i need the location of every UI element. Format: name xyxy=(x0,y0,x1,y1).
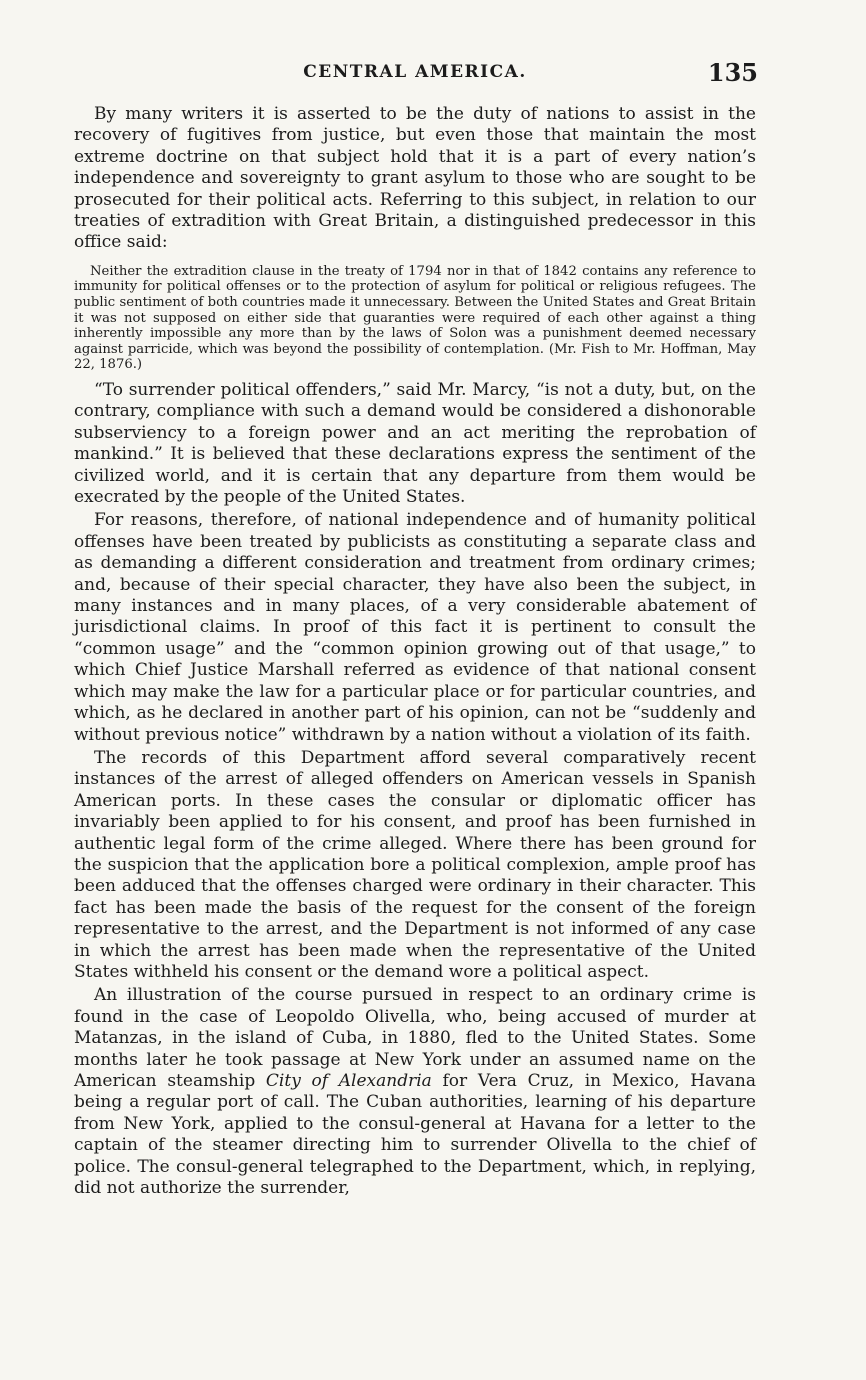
page-header xyxy=(72,58,758,88)
paragraph-political-offenses: For reasons, therefore, of national independence and of humanity political offenses have been treated by publicists as constituting a separate class and as demanding a different consideration and treatment from ordinary crimes; and, because of their special character, they have also been the subject, in many instances and in many places, of a very considerable abatement of jurisdictional claims. In proof of this fact it is pertinent to consult the “common usage” and the “common opinion growing out of that usage,” to which Chief Justice Marshall referred as evidence of that national consent which may make the law for a particular place or for particular countries, and which, as he declared in another part of his opinion, can not be “suddenly and without previous notice” withdrawn by a nation without a violation of its faith. xyxy=(74,510,756,745)
page-number: 135 xyxy=(707,58,758,87)
block-quote-fish: Neither the extradition clause in the treaty of 1794 nor in that of 1842 contains any reference to immunity for political offenses or to the protection of asylum for political or religious refugees. The public sentiment of both countries made it unnecessary. Between the United States and Great Britain it was not supposed on either side that guaranties were required of each other against a thing inherently impossible any more than by the laws of Solon was a punishment deemed necessary against parricide, which was beyond the possibility of contemplation. (Mr. Fish to Mr. Hoffman, May 22, 1876.) xyxy=(74,263,756,373)
paragraph-marcy-quote: “To surrender political offenders,” said Mr. Marcy, “is not a duty, but, on the contrary, compliance with such a demand would be considered a dishonorable subserviency to a foreign power and an act meriting the reprobation of mankind.” It is believed that these declarations express the sentiment of the civilized world, and it is certain that any departure from them would be execrated by the people of the United States. xyxy=(74,380,756,508)
paragraph-department-records: The records of this Department afford several comparatively recent instances of the arrest of alleged offenders on American vessels in Spanish American ports. In these cases the consular or diplomatic officer has invariably been applied to for his consent, and proof has been furnished in authentic legal form of the crime alleged. Where there has been ground for the suspicion that the application bore a political complexion, ample proof has been adduced that the offenses charged were ordinary in their character. This fact has been made the basis of the request for the consent of the foreign representative to the arrest, and the Department is not informed of any case in which the arrest has been made when the representative of the United States withheld his consent or the demand wore a political aspect. xyxy=(74,747,756,982)
olivella-text-part-1: An illustration of the course pursued in respect to an ordinary crime is found in the case of Leopoldo Olivella, who, being accused of murder at Matanzas, in the island of Cuba, in 1880, fled to the United States. Some months later he took passage at New York under an assumed name on the American steamship xyxy=(74,985,756,1091)
olivella-text-part-2: for Vera Cruz, in Mexico, Havana being a regular port of call. The Cuban authorities, learning of his departure from New York, applied to the consul-general at Havana for a letter to the captain of the steamer directing him to surrender Olivella to the chief of police. The consul-general telegraphed to the Department, which, in replying, did not authorize the surrender, xyxy=(74,1071,756,1199)
paragraph-olivella-case xyxy=(74,985,756,1199)
body-text xyxy=(74,104,756,1199)
ship-name: City of Alexandria xyxy=(265,1071,432,1091)
paragraph-asylum-doctrine: By many writers it is asserted to be the duty of nations to assist in the recovery of fugitives from justice, but even those that maintain the most extreme doctrine on that subject hold that it is a part of every nation’s independence and sovereignty to grant asylum to those who are sought to be prosecuted for their political acts. Referring to this subject, in relation to our treaties of extradition with Great Britain, a distinguished predecessor in this office said: xyxy=(74,104,756,253)
running-title: CENTRAL AMERICA. xyxy=(303,62,527,82)
